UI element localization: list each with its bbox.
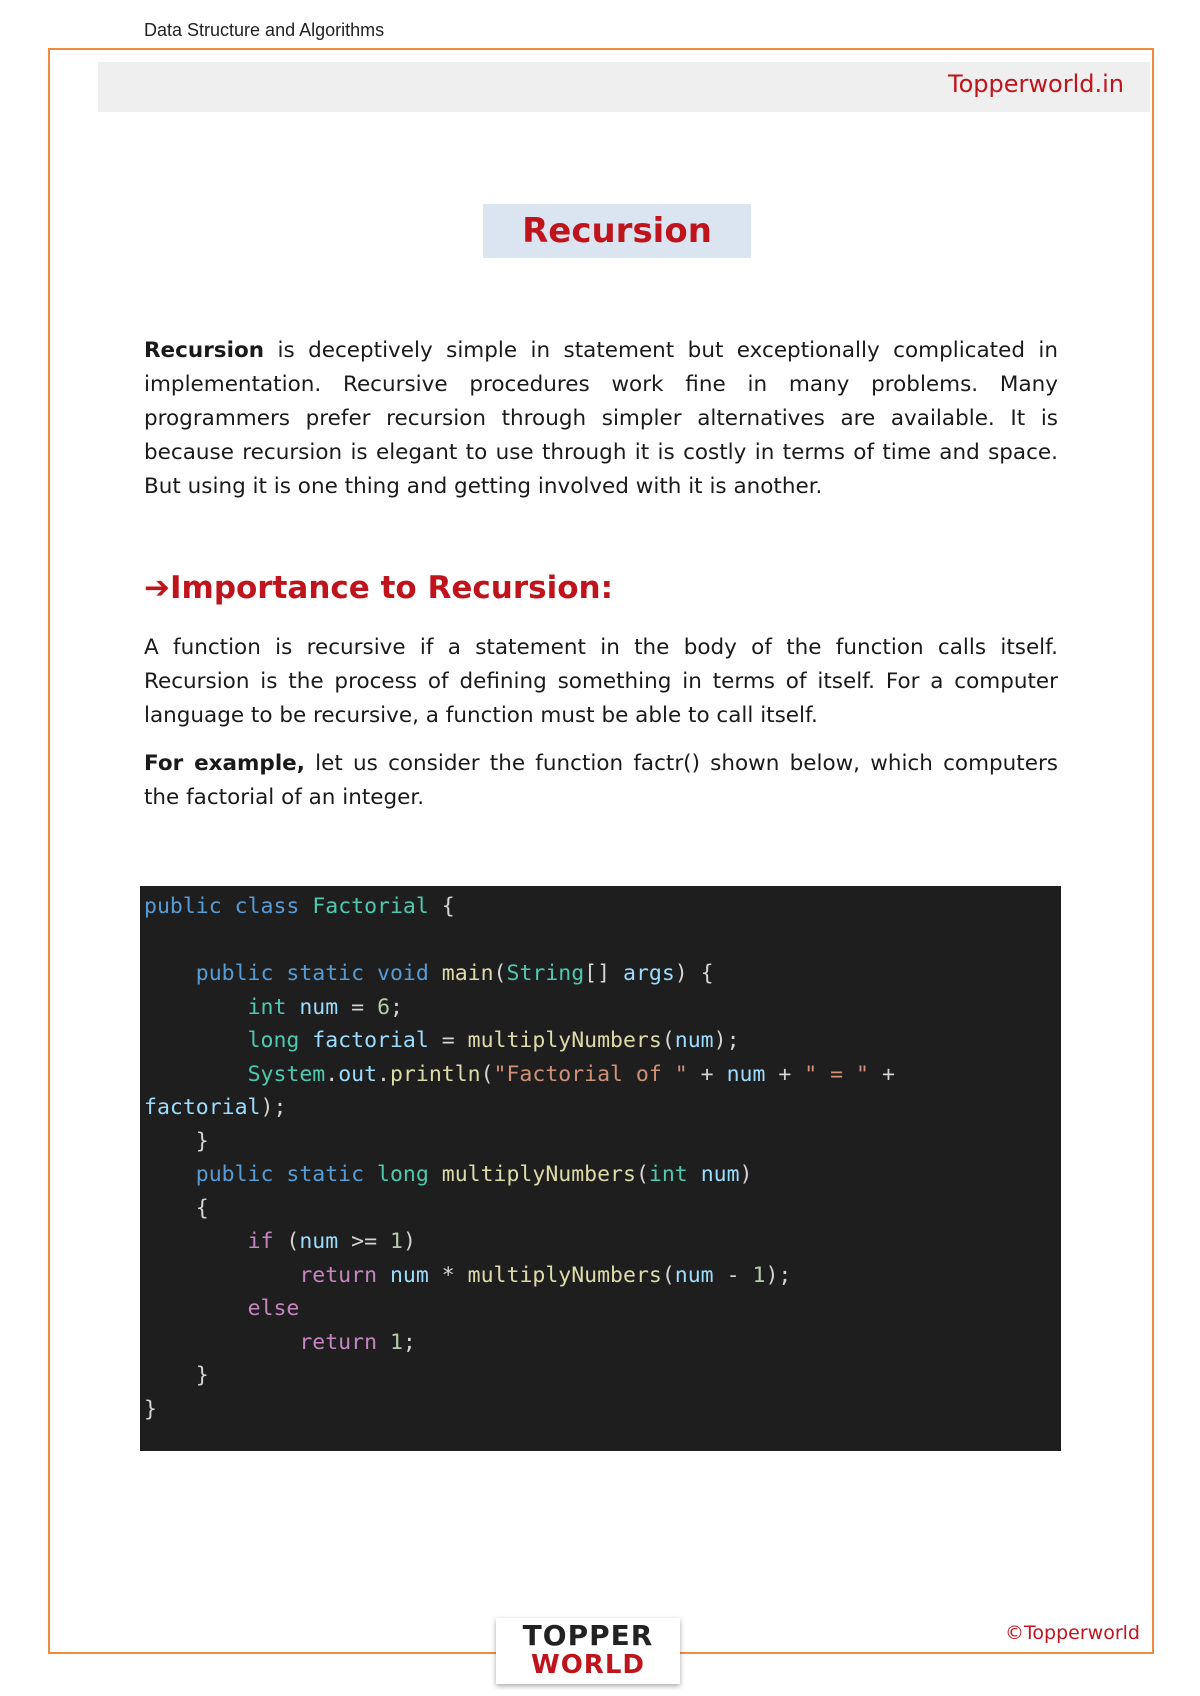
document-header-title: Data Structure and Algorithms [144,20,385,40]
section-heading-text: Importance to Recursion: [169,570,613,606]
page-title-box [483,204,751,258]
example-lead: For example, [144,751,305,776]
site-name-link[interactable]: Topperworld.in [948,70,1124,98]
intro-text: is deceptively simple in statement but exceptionally complicated in implementation. Recursive procedures work fine in many problems. Many programmers prefer recursion through simpler alternatives are available. It is because recursion is elegant to use through it is costly in terms of time and space. But using it is one thing and getting involved with it is another. [144,338,1058,499]
page-title: Recursion [522,211,712,251]
copyright-text: ©Topperworld [1005,1622,1140,1644]
arrow-icon: ➔ [144,570,170,606]
example-text: let us consider the function factr() shown below, which computers the factorial of an integer. [144,751,1058,810]
intro-paragraph [144,334,1058,504]
topperworld-logo [496,1618,680,1684]
intro-lead: Recursion [144,338,265,363]
example-paragraph [144,747,1058,815]
section-heading [144,570,613,606]
code-block: public class Factorial { public static void main(String[] args) { int num = 6; long factorial = multiplyNumbers(num); System.out.println("Factorial of " + num + " = " + factorial); } public static long multiplyNumbers(int num) { if (num >= 1) return num * multiplyNumbers(num - 1); else return 1; } } [140,886,1061,1451]
definition-paragraph: A function is recursive if a statement in the body of the function calls itself. Recursion is the process of defining something in terms of itself. For a computer language to be recursive, a function must be able to call itself. [144,635,1058,728]
logo-bottom-text: WORLD [531,1650,645,1680]
site-header-bar [98,62,1150,112]
logo-top-text: TOPPER [522,1619,654,1652]
